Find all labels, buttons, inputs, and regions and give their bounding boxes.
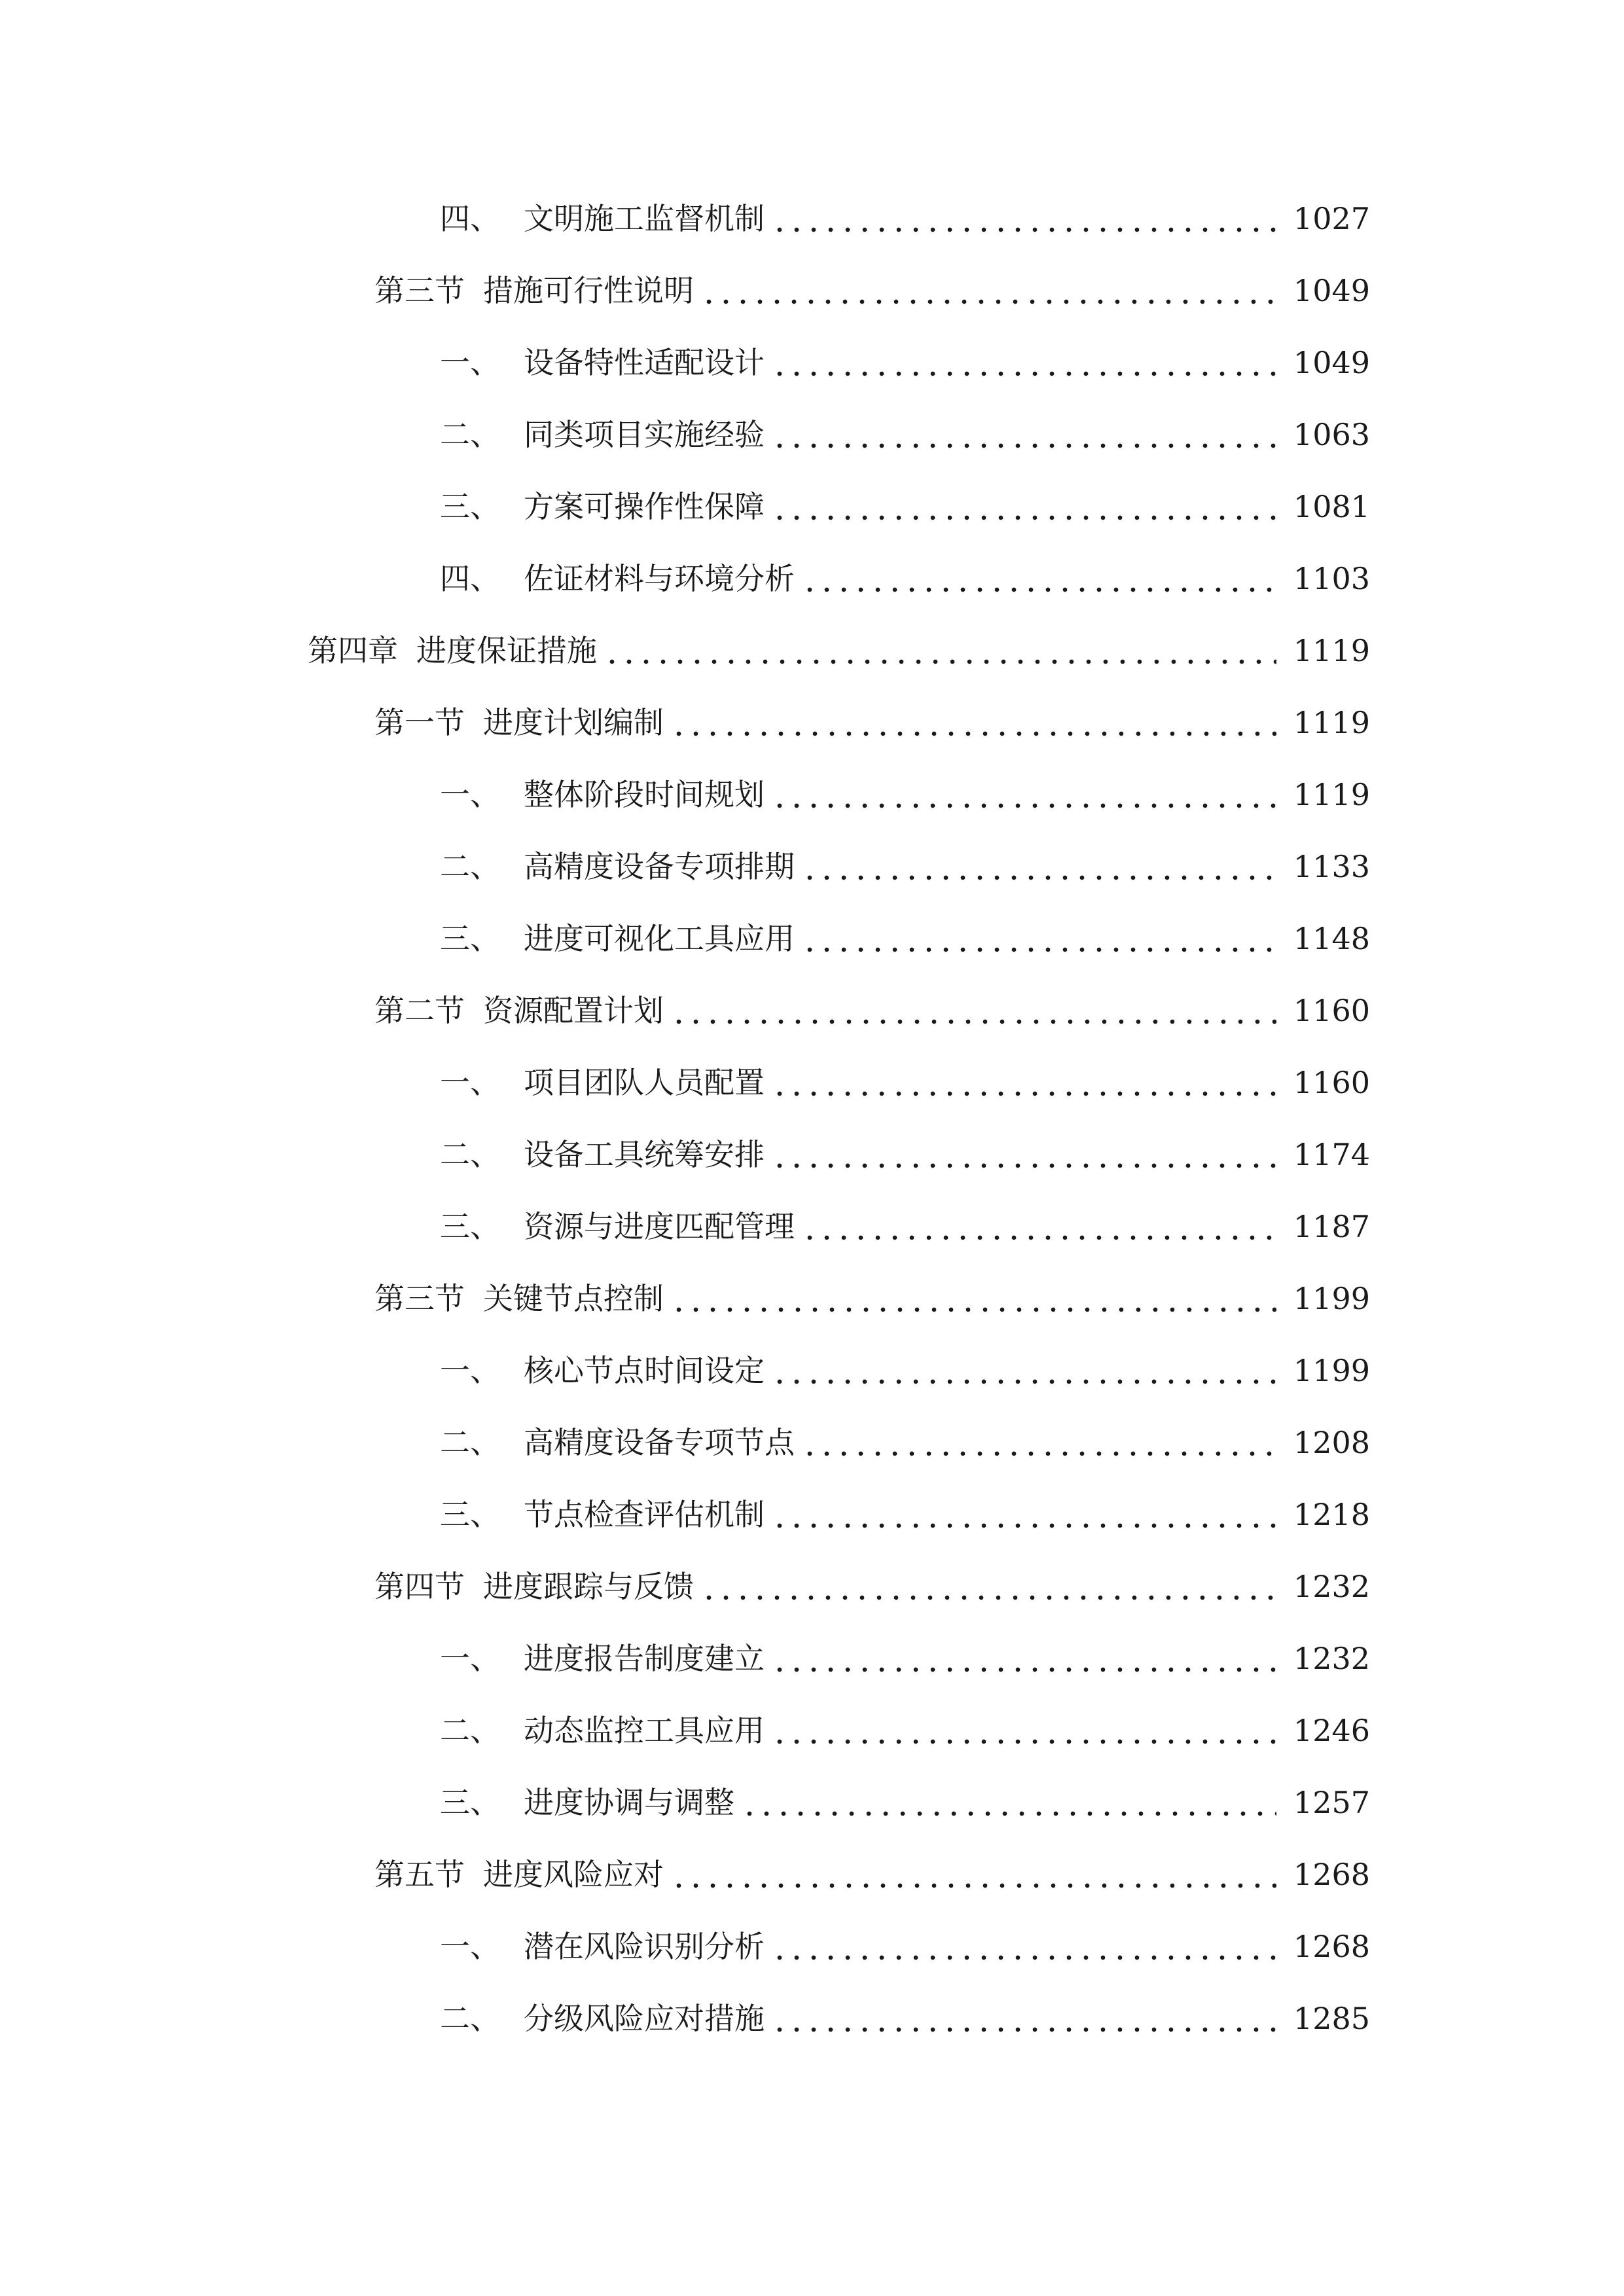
dot-leader (604, 627, 1276, 674)
dot-leader (670, 1851, 1276, 1898)
toc-entry[interactable] (440, 555, 1370, 602)
toc-entry-page: 1187 (1293, 1209, 1370, 1244)
toc-entry-page: 1160 (1293, 993, 1370, 1028)
toc-entry-number: 三、 (440, 1209, 500, 1244)
toc-entry-number: 第二节 (374, 993, 465, 1028)
toc-entry[interactable] (440, 843, 1370, 890)
toc-entry-title: 高精度设备专项排期 (524, 849, 795, 884)
toc-entry-label (440, 1995, 765, 2042)
dot-leader (700, 267, 1276, 314)
toc-entry-label (440, 483, 765, 530)
toc-entry-page: 1199 (1293, 1353, 1370, 1388)
toc-entry[interactable] (440, 339, 1370, 386)
toc-entry[interactable] (440, 483, 1370, 530)
toc-entry[interactable] (374, 1851, 1370, 1898)
toc-entry[interactable] (440, 1131, 1370, 1178)
dot-leader (771, 411, 1276, 458)
toc-entry-title: 关键节点控制 (483, 1281, 664, 1316)
dot-leader (771, 195, 1276, 242)
toc-entry-title: 资源配置计划 (483, 993, 664, 1028)
toc-entry-title: 进度保证措施 (416, 633, 597, 668)
toc-entry-number: 三、 (440, 1497, 500, 1532)
toc-entry-page: 1268 (1293, 1857, 1370, 1892)
dot-leader (771, 771, 1276, 818)
toc-entry-number: 一、 (440, 1353, 500, 1388)
toc-entry-title: 同类项目实施经验 (524, 417, 765, 452)
toc-entry-number: 二、 (440, 1425, 500, 1460)
toc-entry-title: 设备工具统筹安排 (524, 1137, 765, 1172)
toc-entry-label (440, 1347, 765, 1394)
toc-entry-page: 1133 (1293, 849, 1370, 884)
toc-entry[interactable] (440, 1995, 1370, 2042)
dot-leader (741, 1779, 1276, 1826)
toc-entry[interactable] (374, 699, 1370, 746)
dot-leader (771, 1347, 1276, 1394)
toc-entry-label (440, 1923, 765, 1970)
toc-entry-label (374, 1851, 664, 1898)
toc-entry-title: 措施可行性说明 (483, 273, 694, 308)
toc-entry-title: 进度风险应对 (483, 1857, 664, 1892)
toc-entry-label (440, 1131, 765, 1178)
toc-entry-title: 整体阶段时间规划 (524, 777, 765, 812)
toc-entry-page: 1160 (1293, 1065, 1370, 1100)
toc-entry-label (374, 1563, 694, 1610)
toc-entry-number: 二、 (440, 849, 500, 884)
toc-entry-label (440, 1491, 765, 1538)
toc-entry-page: 1119 (1293, 705, 1370, 740)
toc-entry-page: 1081 (1293, 489, 1370, 524)
toc-entry[interactable] (440, 1491, 1370, 1538)
toc-entry[interactable] (440, 1923, 1370, 1970)
toc-entry-page: 1103 (1293, 561, 1370, 596)
toc-entry[interactable] (374, 987, 1370, 1034)
toc-entry[interactable] (440, 1203, 1370, 1250)
toc-entry-page: 1232 (1293, 1569, 1370, 1604)
toc-entry[interactable] (440, 1707, 1370, 1754)
toc-entry-label (440, 1203, 795, 1250)
toc-entry-number: 四、 (440, 561, 500, 596)
dot-leader (801, 1419, 1276, 1466)
toc-entry-number: 一、 (440, 345, 500, 380)
toc-entry-title: 进度报告制度建立 (524, 1641, 765, 1676)
toc-entry-page: 1119 (1293, 777, 1370, 812)
dot-leader (771, 1131, 1276, 1178)
dot-leader (670, 987, 1276, 1034)
dot-leader (771, 339, 1276, 386)
toc-entry-page: 1148 (1293, 921, 1370, 956)
toc-entry[interactable] (308, 627, 1370, 674)
toc-entry[interactable] (440, 1059, 1370, 1106)
dot-leader (771, 1635, 1276, 1682)
toc-entry-page: 1199 (1293, 1281, 1370, 1316)
toc-entry-title: 项目团队人员配置 (524, 1065, 765, 1100)
toc-entry-number: 二、 (440, 1713, 500, 1748)
toc-entry[interactable] (440, 1779, 1370, 1826)
toc-entry[interactable] (374, 1275, 1370, 1322)
toc-entry-page: 1246 (1293, 1713, 1370, 1748)
toc-entry[interactable] (374, 1563, 1370, 1610)
toc-entry-number: 第三节 (374, 1281, 465, 1316)
toc-entry-label (440, 195, 765, 242)
dot-leader (670, 699, 1276, 746)
toc-entry-label (374, 699, 664, 746)
toc-entry-title: 文明施工监督机制 (524, 201, 765, 236)
toc-entry-label (440, 915, 795, 962)
toc-entry[interactable] (374, 267, 1370, 314)
toc-entry-page: 1285 (1293, 2001, 1370, 2036)
toc-entry-label (440, 411, 765, 458)
dot-leader (801, 915, 1276, 962)
toc-entry-title: 动态监控工具应用 (524, 1713, 765, 1748)
toc-entry-title: 分级风险应对措施 (524, 2001, 765, 2036)
toc-entry-page: 1027 (1293, 201, 1370, 236)
toc-entry-number: 二、 (440, 2001, 500, 2036)
toc-entry-number: 三、 (440, 921, 500, 956)
toc-entry-label (374, 267, 694, 314)
toc-entry[interactable] (440, 1347, 1370, 1394)
dot-leader (771, 1059, 1276, 1106)
toc-entry-label (440, 843, 795, 890)
toc-entry-label (374, 987, 664, 1034)
toc-entry-page: 1218 (1293, 1497, 1370, 1532)
toc-entry-title: 进度可视化工具应用 (524, 921, 795, 956)
toc-entry-page: 1063 (1293, 417, 1370, 452)
toc-entry-number: 一、 (440, 1065, 500, 1100)
toc-entry-number: 一、 (440, 1641, 500, 1676)
toc-entry-page: 1268 (1293, 1929, 1370, 1964)
toc-entry-label (440, 1779, 734, 1826)
toc-entry-number: 第五节 (374, 1857, 465, 1892)
toc-entry[interactable] (440, 1419, 1370, 1466)
toc-entry-number: 第一节 (374, 705, 465, 740)
toc-entry-label (440, 1059, 765, 1106)
dot-leader (700, 1563, 1276, 1610)
toc-entry-title: 潜在风险识别分析 (524, 1929, 765, 1964)
toc-entry-title: 方案可操作性保障 (524, 489, 765, 524)
dot-leader (771, 1923, 1276, 1970)
toc-entry-label (440, 1419, 795, 1466)
toc-entry-page: 1257 (1293, 1785, 1370, 1820)
dot-leader (801, 555, 1276, 602)
toc-entry-number: 一、 (440, 777, 500, 812)
toc-entry-title: 高精度设备专项节点 (524, 1425, 795, 1460)
toc-entry-title: 设备特性适配设计 (524, 345, 765, 380)
toc-entry-label (440, 771, 765, 818)
toc-entry-page: 1174 (1293, 1137, 1370, 1172)
toc-entry-page: 1049 (1293, 273, 1370, 308)
toc-entry-number: 二、 (440, 1137, 500, 1172)
dot-leader (670, 1275, 1276, 1322)
toc-entry-title: 节点检查评估机制 (524, 1497, 765, 1532)
toc-entry-number: 第四节 (374, 1569, 465, 1604)
toc-entry-title: 进度协调与调整 (524, 1785, 734, 1820)
toc-entry-number: 三、 (440, 1785, 500, 1820)
dot-leader (771, 1491, 1276, 1538)
toc-entry-label (440, 555, 795, 602)
toc-entry-title: 资源与进度匹配管理 (524, 1209, 795, 1244)
toc-entry[interactable] (440, 411, 1370, 458)
toc-entry-number: 四、 (440, 201, 500, 236)
toc-entry-label (440, 1707, 765, 1754)
toc-entry-number: 一、 (440, 1929, 500, 1964)
dot-leader (801, 1203, 1276, 1250)
toc-entry-label (308, 627, 597, 674)
toc-entry-page: 1049 (1293, 345, 1370, 380)
toc-entry[interactable] (440, 195, 1370, 242)
toc-entry-number: 二、 (440, 417, 500, 452)
toc-entry-number: 第三节 (374, 273, 465, 308)
toc-entry-page: 1208 (1293, 1425, 1370, 1460)
toc-entry-title: 佐证材料与环境分析 (524, 561, 795, 596)
toc-entry-title: 核心节点时间设定 (524, 1353, 765, 1388)
dot-leader (771, 1707, 1276, 1754)
toc-entry-number: 第四章 (308, 633, 398, 668)
toc-entry-page: 1119 (1293, 633, 1370, 668)
toc-entry[interactable] (440, 771, 1370, 818)
dot-leader (771, 483, 1276, 530)
toc-entry-label (440, 339, 765, 386)
toc-entry[interactable] (440, 1635, 1370, 1682)
toc-entry-title: 进度跟踪与反馈 (483, 1569, 694, 1604)
toc-entry-page: 1232 (1293, 1641, 1370, 1676)
dot-leader (771, 1995, 1276, 2042)
toc-entry-number: 三、 (440, 489, 500, 524)
dot-leader (801, 843, 1276, 890)
toc-entry-title: 进度计划编制 (483, 705, 664, 740)
toc-entry[interactable] (440, 915, 1370, 962)
toc-entry-label (374, 1275, 664, 1322)
toc-entry-label (440, 1635, 765, 1682)
